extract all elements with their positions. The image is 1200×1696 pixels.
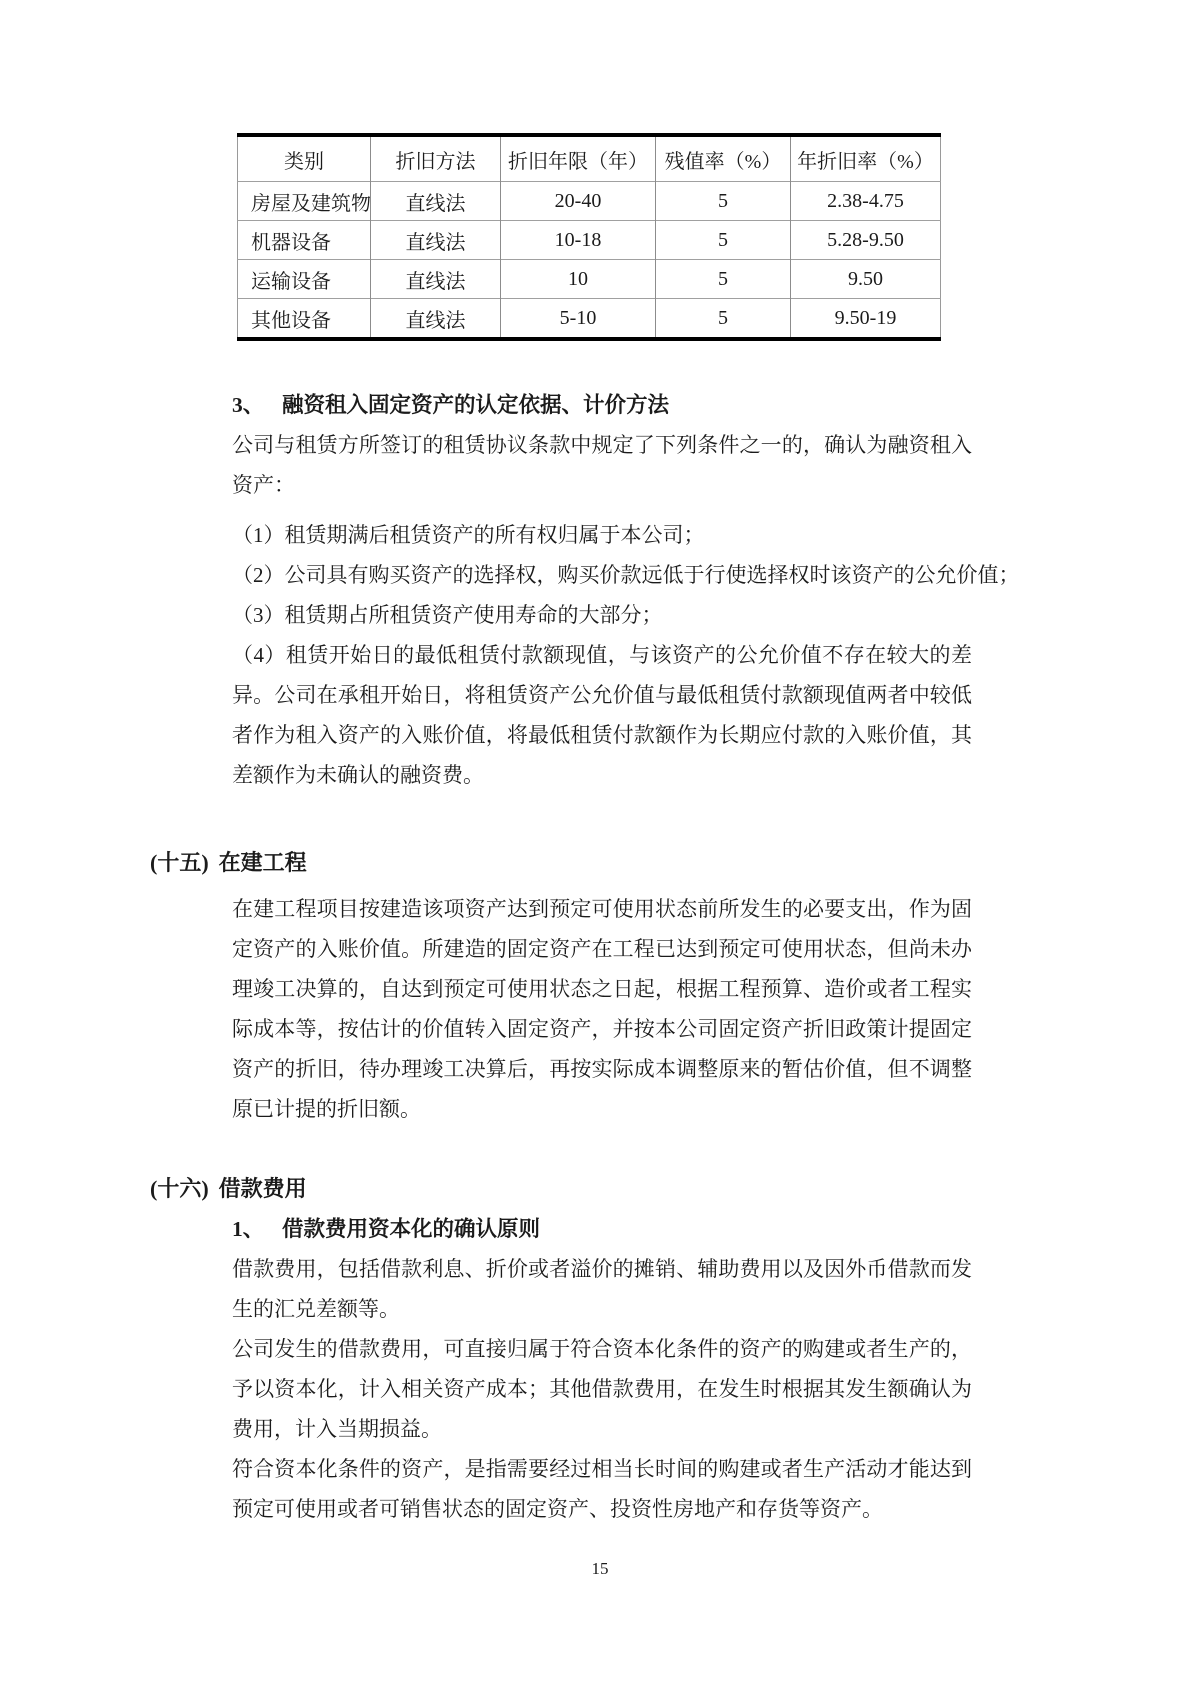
cell-residual-rate: 5 [656, 182, 791, 221]
condition-item-4: （4）租赁开始日的最低租赁付款额现值，与该资产的公允价值不存在较大的差异。公司在承租开始日，将租赁资产公允价值与最低租赁付款额现值两者中较低者作为租入资产的入账价值，将最低租赁付款额作为长期应付款的入账价值，其差额作为未确认的融资费。 [232, 643, 972, 787]
borrowing-costs-paragraph-1: 借款费用，包括借款利息、折价或者溢价的摊销、辅助费用以及因外币借款而发生的汇兑差额等。 [232, 1257, 972, 1321]
header-cell-residual-rate: 残值率（%） [656, 135, 791, 182]
section-3-intro: 公司与租赁方所签订的租赁协议条款中规定了下列条件之一的，确认为融资租入资产： [232, 433, 972, 497]
header-cell-category: 类别 [284, 150, 324, 173]
cell-category: 其他设备 [238, 299, 371, 340]
cell-years: 10 [501, 260, 656, 299]
cell-method: 直线法 [371, 221, 501, 260]
depreciation-table [237, 133, 941, 341]
condition-item-1: （1）租赁期满后租赁资产的所有权归属于本公司； [232, 523, 705, 547]
cell-annual-rate: 2.38-4.75 [791, 182, 941, 221]
table-header-row [238, 135, 941, 182]
cell-method: 直线法 [371, 299, 501, 340]
section-15 [0, 843, 1200, 1129]
section-16-number: (十六) [150, 1176, 209, 1201]
header-cell-method: 折旧方法 [371, 135, 501, 182]
condition-item-2: （2）公司具有购买资产的选择权，购买价款远低于行使选择权时该资产的公允价值； [232, 563, 1020, 587]
condition-item-3: （3）租赁期占所租赁资产使用寿命的大部分； [232, 603, 663, 627]
section-15-number: (十五) [150, 850, 209, 875]
cell-annual-rate: 9.50 [791, 260, 941, 299]
section-16 [0, 1169, 1200, 1529]
cell-category: 机器设备 [238, 221, 371, 260]
section-16-sub1-heading [232, 1209, 972, 1249]
cell-residual-rate: 5 [656, 299, 791, 340]
header-cell-annual-rate: 年折旧率（%） [791, 135, 941, 182]
section-3-title: 融资租入固定资产的认定依据、计价方法 [282, 393, 670, 417]
table-row [238, 299, 941, 340]
table-row [238, 182, 941, 221]
section-3-heading [232, 385, 972, 425]
cell-annual-rate: 9.50-19 [791, 299, 941, 340]
header-cell-years: 折旧年限（年） [501, 135, 656, 182]
borrowing-costs-paragraph-3: 符合资本化条件的资产，是指需要经过相当长时间的购建或者生产活动才能达到预定可使用或者可销售状态的固定资产、投资性房地产和存货等资产。 [232, 1457, 972, 1521]
cell-years: 20-40 [501, 182, 656, 221]
cell-method: 直线法 [371, 182, 501, 221]
section-3 [232, 385, 1020, 795]
section-16-heading [150, 1169, 1200, 1209]
section-16-title: 借款费用 [218, 1176, 307, 1201]
cell-years: 5-10 [501, 299, 656, 340]
cell-method: 直线法 [371, 260, 501, 299]
cell-residual-rate: 5 [656, 260, 791, 299]
cell-years: 10-18 [501, 221, 656, 260]
section-15-body: 在建工程项目按建造该项资产达到预定可使用状态前所发生的必要支出，作为固定资产的入账价值。所建造的固定资产在工程已达到预定可使用状态，但尚未办理竣工决算的，自达到预定可使用状态之日起，根据工程预算、造价或者工程实际成本等，按估计的价值转入固定资产，并按本公司固定资产折旧政策计提固定资产的折旧，待办理竣工决算后，再按实际成本调整原来的暂估价值，但不调整原已计提的折旧额。 [232, 897, 972, 1121]
cell-category: 房屋及建筑物 [238, 182, 371, 221]
section-15-heading [150, 843, 1200, 883]
section-3-number: 3、 [232, 393, 265, 417]
section-15-title: 在建工程 [218, 850, 307, 875]
table-row [238, 260, 941, 299]
table-row [238, 221, 941, 260]
section-16-sub1-number: 1、 [232, 1217, 265, 1241]
cell-residual-rate: 5 [656, 221, 791, 260]
borrowing-costs-paragraph-2: 公司发生的借款费用，可直接归属于符合资本化条件的资产的购建或者生产的，予以资本化，计入相关资产成本；其他借款费用，在发生时根据其发生额确认为费用，计入当期损益。 [232, 1337, 972, 1441]
page-number: 15 [591, 1559, 609, 1578]
cell-annual-rate: 5.28-9.50 [791, 221, 941, 260]
cell-category: 运输设备 [238, 260, 371, 299]
section-16-sub1-title: 借款费用资本化的确认原则 [282, 1217, 541, 1241]
